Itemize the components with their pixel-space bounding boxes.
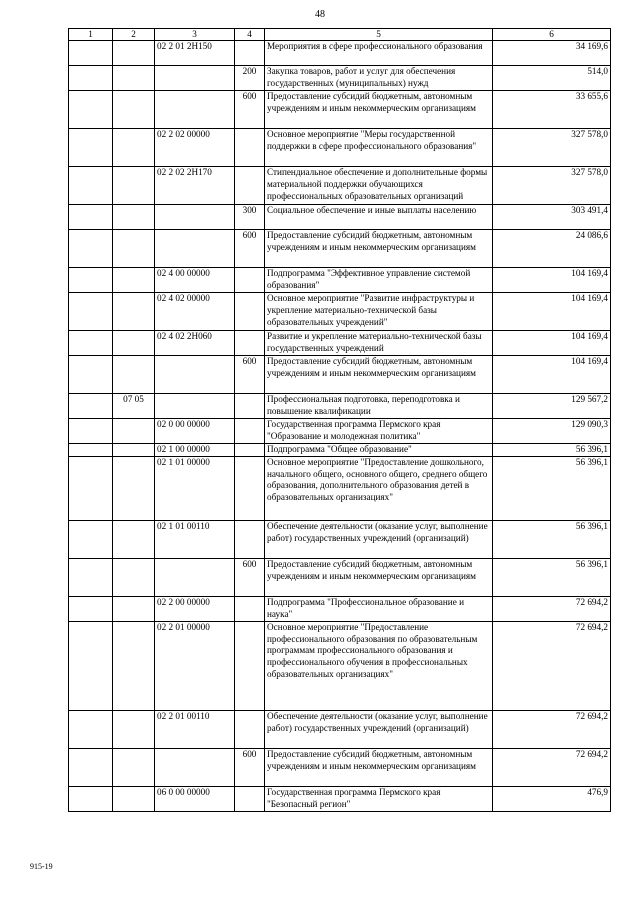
cell-c5: Профессиональная подготовка, переподготовка и повышение квалификации: [265, 394, 493, 419]
cell-c5: Развитие и укрепление материально-технической базы государственных учреждений: [265, 331, 493, 356]
cell-c2: [113, 558, 155, 596]
cell-c3: 02 2 02 00000: [155, 129, 235, 167]
cell-c3: 02 1 01 00000: [155, 456, 235, 520]
table-body: [69, 41, 611, 812]
table-row: [69, 748, 611, 786]
cell-c6: 476,9: [493, 786, 611, 811]
cell-c3: 06 0 00 00000: [155, 786, 235, 811]
cell-c4: 600: [235, 356, 265, 394]
cell-c1: [69, 66, 113, 91]
cell-c3: 02 2 01 00000: [155, 621, 235, 710]
cell-c2: 07 05: [113, 394, 155, 419]
cell-c6: 303 491,4: [493, 205, 611, 230]
table-row: [69, 129, 611, 167]
cell-c1: [69, 230, 113, 268]
cell-c4: 600: [235, 558, 265, 596]
cell-c1: [69, 621, 113, 710]
table-row: [69, 230, 611, 268]
col-header: 5: [265, 29, 493, 41]
cell-c4: 600: [235, 230, 265, 268]
cell-c5: Предоставление субсидий бюджетным, автономным учреждениям и иным некоммерческим организациям: [265, 91, 493, 129]
table-row: [69, 786, 611, 811]
cell-c1: [69, 786, 113, 811]
cell-c1: [69, 520, 113, 558]
cell-c4: [235, 419, 265, 444]
cell-c5: Основное мероприятие "Развитие инфраструктуры и укрепление материально-технической базы образовательных учреждений": [265, 293, 493, 331]
cell-c4: [235, 268, 265, 293]
cell-c1: [69, 444, 113, 457]
cell-c2: [113, 710, 155, 748]
cell-c1: [69, 129, 113, 167]
cell-c4: [235, 621, 265, 710]
cell-c1: [69, 456, 113, 520]
cell-c2: [113, 356, 155, 394]
cell-c1: [69, 558, 113, 596]
cell-c5: Предоставление субсидий бюджетным, автономным учреждениям и иным некоммерческим организациям: [265, 748, 493, 786]
cell-c2: [113, 167, 155, 205]
cell-c2: [113, 205, 155, 230]
cell-c6: 56 396,1: [493, 444, 611, 457]
cell-c5: Предоставление субсидий бюджетным, автономным учреждениям и иным некоммерческим организациям: [265, 558, 493, 596]
cell-c2: [113, 748, 155, 786]
cell-c6: 72 694,2: [493, 748, 611, 786]
col-header: 6: [493, 29, 611, 41]
cell-c1: [69, 596, 113, 621]
table-row: [69, 41, 611, 66]
cell-c5: Государственная программа Пермского края "Безопасный регион": [265, 786, 493, 811]
col-header: 1: [69, 29, 113, 41]
page-number: 48: [315, 9, 325, 20]
cell-c6: 72 694,2: [493, 710, 611, 748]
cell-c3: 02 4 00 00000: [155, 268, 235, 293]
cell-c5: Подпрограмма "Общее образование": [265, 444, 493, 457]
cell-c1: [69, 748, 113, 786]
table-row: [69, 331, 611, 356]
cell-c6: 104 169,4: [493, 356, 611, 394]
cell-c3: [155, 748, 235, 786]
cell-c4: [235, 41, 265, 66]
cell-c6: 104 169,4: [493, 331, 611, 356]
cell-c2: [113, 41, 155, 66]
table-row: [69, 356, 611, 394]
header-row: [69, 29, 611, 41]
cell-c2: [113, 91, 155, 129]
document-code: 915-19: [30, 862, 53, 871]
col-header: 3: [155, 29, 235, 41]
cell-c5: Социальное обеспечение и иные выплаты населению: [265, 205, 493, 230]
cell-c4: [235, 444, 265, 457]
table-row: [69, 268, 611, 293]
cell-c2: [113, 230, 155, 268]
table-row: [69, 558, 611, 596]
cell-c4: 600: [235, 91, 265, 129]
cell-c2: [113, 66, 155, 91]
table-row: [69, 293, 611, 331]
cell-c5: Стипендиальное обеспечение и дополнительные формы материальной поддержки обучающихся профессиональных образовательных организаций: [265, 167, 493, 205]
cell-c4: [235, 786, 265, 811]
table-row: [69, 520, 611, 558]
cell-c6: 56 396,1: [493, 456, 611, 520]
cell-c3: [155, 66, 235, 91]
cell-c2: [113, 786, 155, 811]
cell-c6: 129 567,2: [493, 394, 611, 419]
cell-c3: [155, 558, 235, 596]
cell-c2: [113, 268, 155, 293]
cell-c6: 72 694,2: [493, 621, 611, 710]
cell-c6: 327 578,0: [493, 129, 611, 167]
cell-c3: 02 1 01 00110: [155, 520, 235, 558]
cell-c4: [235, 129, 265, 167]
col-header: 2: [113, 29, 155, 41]
cell-c6: 34 169,6: [493, 41, 611, 66]
cell-c1: [69, 205, 113, 230]
cell-c1: [69, 710, 113, 748]
cell-c1: [69, 167, 113, 205]
cell-c3: 02 0 00 00000: [155, 419, 235, 444]
table-row: [69, 621, 611, 710]
cell-c1: [69, 419, 113, 444]
table-row: [69, 444, 611, 457]
table-row: [69, 66, 611, 91]
table-row: [69, 419, 611, 444]
cell-c3: [155, 230, 235, 268]
cell-c5: Подпрограмма "Эффективное управление системой образования": [265, 268, 493, 293]
cell-c6: 33 655,6: [493, 91, 611, 129]
cell-c3: [155, 356, 235, 394]
cell-c6: 129 090,3: [493, 419, 611, 444]
cell-c2: [113, 520, 155, 558]
cell-c2: [113, 419, 155, 444]
cell-c3: 02 2 00 00000: [155, 596, 235, 621]
cell-c6: 56 396,1: [493, 558, 611, 596]
cell-c5: Основное мероприятие "Предоставление профессионального образования по образовательным программам профессионального образования и профессионального обучения в профессиональных образовательных организациях": [265, 621, 493, 710]
cell-c3: [155, 205, 235, 230]
table-row: [69, 596, 611, 621]
table-row: [69, 456, 611, 520]
cell-c4: 300: [235, 205, 265, 230]
cell-c5: Подпрограмма "Профессиональное образование и наука": [265, 596, 493, 621]
col-header: 4: [235, 29, 265, 41]
cell-c2: [113, 293, 155, 331]
cell-c3: [155, 91, 235, 129]
cell-c4: [235, 331, 265, 356]
cell-c6: 72 694,2: [493, 596, 611, 621]
cell-c2: [113, 621, 155, 710]
cell-c1: [69, 293, 113, 331]
cell-c6: 104 169,4: [493, 293, 611, 331]
cell-c3: 02 2 01 00110: [155, 710, 235, 748]
cell-c1: [69, 331, 113, 356]
table-row: [69, 205, 611, 230]
cell-c6: 514,0: [493, 66, 611, 91]
cell-c4: [235, 293, 265, 331]
cell-c6: 104 169,4: [493, 268, 611, 293]
cell-c6: 56 396,1: [493, 520, 611, 558]
cell-c4: [235, 520, 265, 558]
cell-c5: Предоставление субсидий бюджетным, автономным учреждениям и иным некоммерческим организациям: [265, 230, 493, 268]
cell-c3: 02 2 02 2Н170: [155, 167, 235, 205]
cell-c2: [113, 444, 155, 457]
cell-c3: 02 2 01 2Н150: [155, 41, 235, 66]
cell-c5: Обеспечение деятельности (оказание услуг, выполнение работ) государственных учреждений (организаций): [265, 710, 493, 748]
cell-c1: [69, 41, 113, 66]
cell-c4: [235, 167, 265, 205]
cell-c5: Закупка товаров, работ и услуг для обеспечения государственных (муниципальных) нужд: [265, 66, 493, 91]
cell-c3: [155, 394, 235, 419]
cell-c5: Основное мероприятие "Предоставление дошкольного, начального общего, основного общего, среднего общего образования, дополнительного образования детей в образовательных организациях": [265, 456, 493, 520]
cell-c5: Предоставление субсидий бюджетным, автономным учреждениям и иным некоммерческим организациям: [265, 356, 493, 394]
cell-c4: [235, 710, 265, 748]
budget-table: [68, 28, 611, 812]
cell-c3: 02 4 02 2Н060: [155, 331, 235, 356]
cell-c2: [113, 456, 155, 520]
table-row: [69, 167, 611, 205]
table-row: [69, 394, 611, 419]
cell-c1: [69, 394, 113, 419]
cell-c6: 24 086,6: [493, 230, 611, 268]
cell-c4: 600: [235, 748, 265, 786]
cell-c3: 02 4 02 00000: [155, 293, 235, 331]
cell-c4: [235, 456, 265, 520]
cell-c2: [113, 596, 155, 621]
table-row: [69, 710, 611, 748]
cell-c1: [69, 91, 113, 129]
cell-c4: [235, 394, 265, 419]
cell-c2: [113, 129, 155, 167]
cell-c4: 200: [235, 66, 265, 91]
cell-c5: Обеспечение деятельности (оказание услуг, выполнение работ) государственных учреждений (организаций): [265, 520, 493, 558]
cell-c5: Государственная программа Пермского края "Образование и молодежная политика": [265, 419, 493, 444]
cell-c6: 327 578,0: [493, 167, 611, 205]
table-row: [69, 91, 611, 129]
cell-c5: Основное мероприятие "Меры государственной поддержки в сфере профессионального образования": [265, 129, 493, 167]
cell-c3: 02 1 00 00000: [155, 444, 235, 457]
cell-c5: Мероприятия в сфере профессионального образования: [265, 41, 493, 66]
cell-c2: [113, 331, 155, 356]
cell-c1: [69, 268, 113, 293]
cell-c1: [69, 356, 113, 394]
cell-c4: [235, 596, 265, 621]
